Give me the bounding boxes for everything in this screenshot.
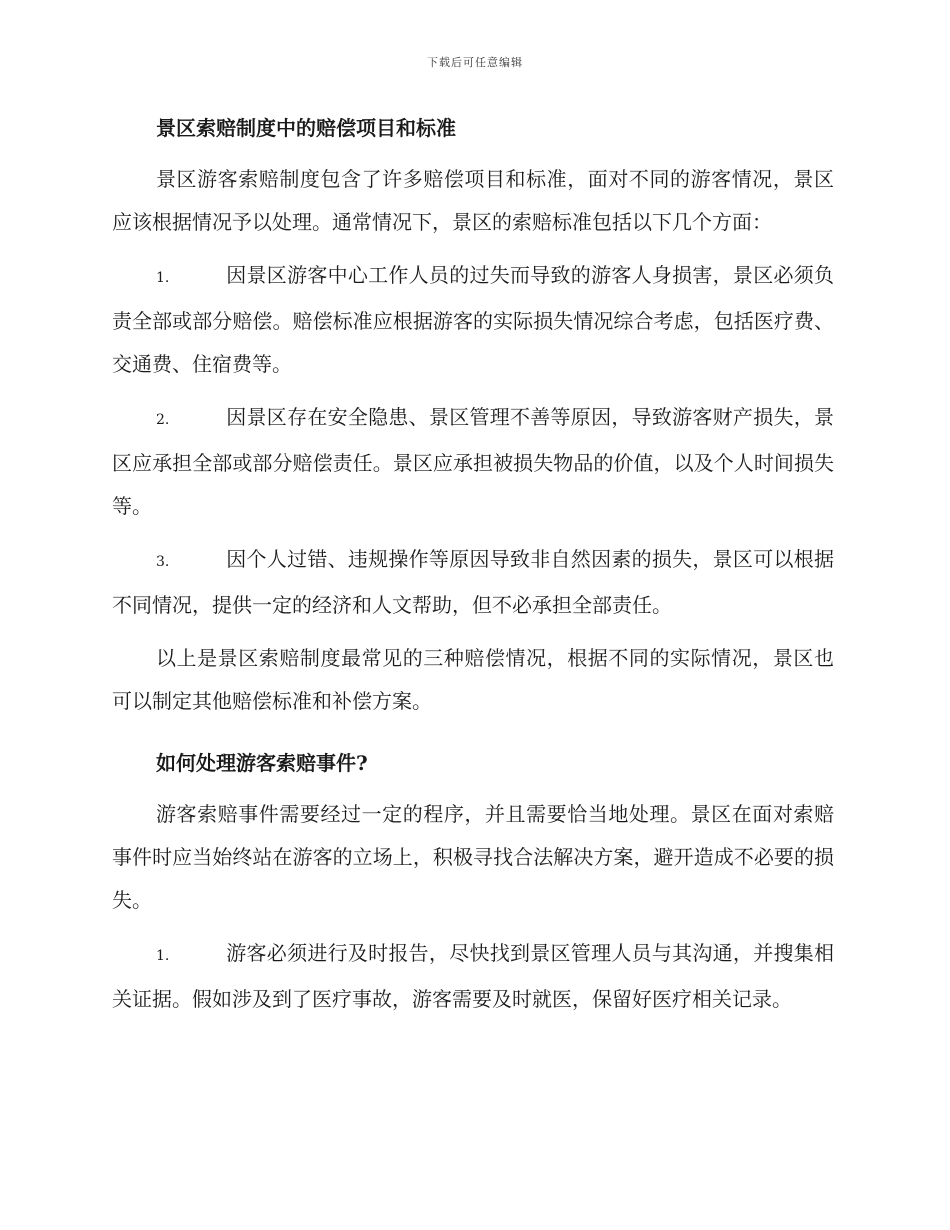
list-number: 1.	[156, 948, 170, 964]
document-body	[112, 108, 834, 1021]
list-item	[112, 538, 834, 627]
paragraph: 游客索赔事件需要经过一定的程序，并且需要恰当地处理。景区在面对索赔事件时应当始终站在游客的立场上，积极寻找合法解决方案，避开造成不必要的损失。	[112, 802, 834, 912]
list-item	[112, 932, 834, 1021]
list-number: 1.	[156, 270, 170, 286]
list-item-text: 游客必须进行及时报告，尽快找到景区管理人员与其沟通，并搜集相关证据。假如涉及到了医疗事故，游客需要及时就医，保留好医疗相关记录。	[112, 941, 834, 1011]
list-item-text: 因景区游客中心工作人员的过失而导致的游客人身损害，景区必须负责全部或部分赔偿。赔偿标准应根据游客的实际损失情况综合考虑，包括医疗费、交通费、住宿费等。	[112, 263, 834, 376]
paragraph: 景区游客索赔制度包含了许多赔偿项目和标准，面对不同的游客情况，景区应该根据情况予以处理。通常情况下，景区的索赔标准包括以下几个方面：	[112, 167, 834, 234]
list-item-text: 因个人过错、违规操作等原因导致非自然因素的损失，景区可以根据不同情况，提供一定的经济和人文帮助，但不必承担全部责任。	[112, 547, 834, 617]
list-number: 3.	[156, 554, 170, 570]
list-item	[112, 254, 834, 386]
list-item	[112, 396, 834, 528]
list-item-text: 因景区存在安全隐患、景区管理不善等原因，导致游客财产损失，景区应承担全部或部分赔偿责任。景区应承担被损失物品的价值，以及个人时间损失等。	[112, 405, 834, 518]
section-title: 景区索赔制度中的赔偿项目和标准	[156, 116, 456, 140]
header-note: 下载后可任意编辑	[427, 56, 523, 69]
section-title: 如何处理游客索赔事件?	[156, 751, 368, 775]
paragraph: 以上是景区索赔制度最常见的三种赔偿情况，根据不同的实际情况，景区也可以制定其他赔偿标准和补偿方案。	[112, 646, 834, 713]
list-number: 2.	[156, 412, 170, 428]
